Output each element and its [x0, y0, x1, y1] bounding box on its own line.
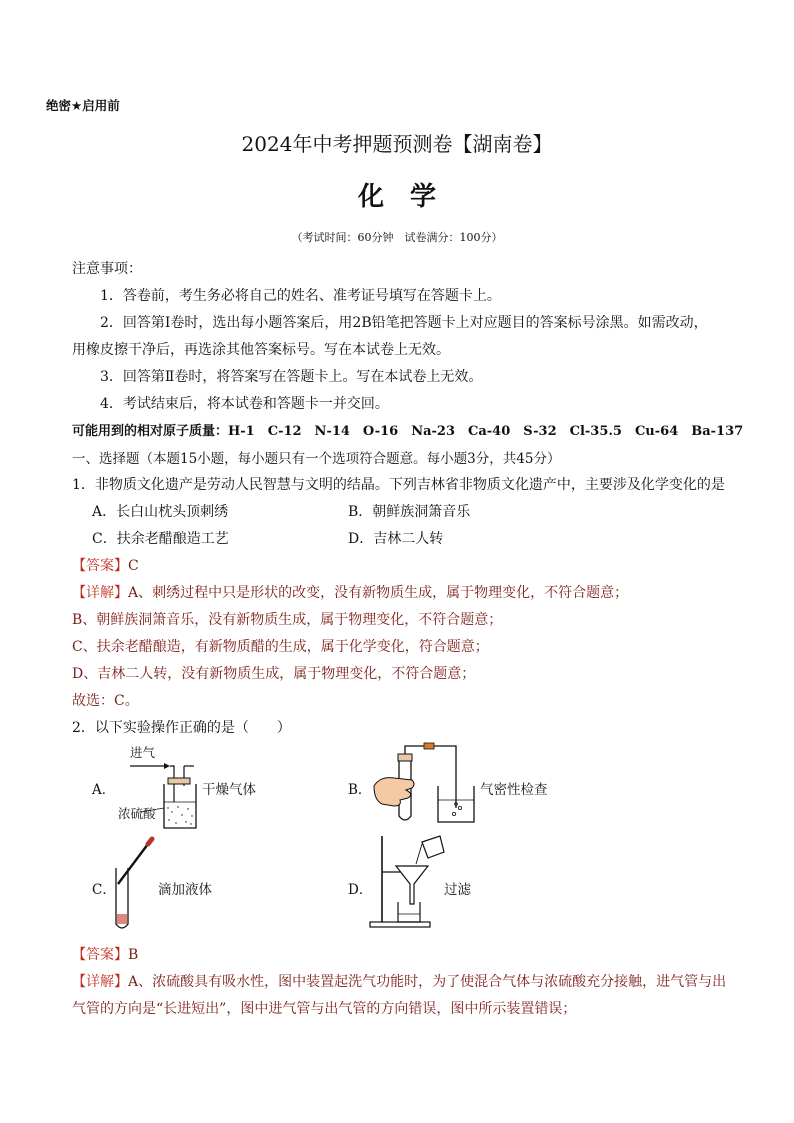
- gas-washing-bottle-figure: [130, 760, 202, 830]
- q2-answer: [72, 944, 138, 964]
- answer-tag: 【答案】: [72, 558, 128, 574]
- q1-option-c: C．扶余老醋酿造工艺: [92, 531, 229, 547]
- filtration-figure: [366, 834, 446, 930]
- answer-tag: 【答案】: [72, 947, 128, 963]
- q1-answer: [72, 555, 139, 575]
- q1-detail-line: 故选：C。: [72, 693, 139, 709]
- detail-text: A、刺绣过程中只是形状的改变，没有新物质生成，属于物理变化，不符合题意；: [128, 585, 629, 601]
- note-item: 用橡皮擦干净后，再选涂其他答案标号。写在本试卷上无效。: [72, 342, 450, 358]
- dropping-liquid-figure: [110, 832, 160, 934]
- fig-b-caption: 气密性检查: [480, 782, 548, 798]
- q1-option-b: B．朝鲜族洞箫音乐: [348, 504, 471, 520]
- detail-text: A、浓硫酸具有吸水性，图中装置起洗气功能时，为了使混合气体与浓硫酸充分接触，进气管与出: [128, 974, 727, 990]
- fig-b-letter: B．: [348, 782, 372, 798]
- fig-a-caption: 干燥气体: [202, 782, 256, 798]
- fig-a-gas-in-label: 进气: [130, 745, 156, 760]
- q1-option-d: D．吉林二人转: [348, 531, 444, 547]
- note-item: 1．答卷前，考生务必将自己的姓名、准考证号填写在答题卡上。: [100, 288, 501, 304]
- detail-tag: 【详解】: [72, 585, 128, 601]
- answer-value: B: [128, 947, 139, 963]
- confidential-mark: 绝密★启用前: [46, 98, 120, 113]
- q1-detail-line: C、扶余老醋酿造，有新物质醋的生成，属于化学变化，符合题意；: [72, 639, 489, 655]
- question-2-stem: 2．以下实验操作正确的是（ ）: [72, 720, 291, 736]
- section-heading: 一、选择题（本题15小题，每小题只有一个选项符合题意。每小题3分，共45分）: [72, 451, 561, 467]
- q1-option-a: A．长白山枕头顶刺绣: [92, 504, 229, 520]
- q2-detail: [72, 971, 726, 991]
- exam-info: （考试时间：60分钟 试卷满分：100分）: [291, 231, 503, 244]
- q2-detail-line: 气管的方向是“长进短出”，图中进气管与出气管的方向错误，图中所示装置错误；: [72, 1001, 577, 1017]
- subject-title: 化学: [357, 182, 462, 212]
- fig-d-caption: 过滤: [444, 882, 471, 898]
- airtightness-check-figure: [372, 742, 482, 826]
- fig-a-letter: A．: [92, 782, 116, 798]
- note-item: 4．考试结束后，将本试卷和答题卡一并交回。: [100, 396, 389, 412]
- answer-value: C: [128, 558, 139, 574]
- fig-a-acid-label: 浓硫酸: [118, 806, 156, 821]
- note-item: 2．回答第Ⅰ卷时，选出每小题答案后，用2B铅笔把答题卡上对应题目的答案标号涂黑。如需改动，: [100, 315, 708, 331]
- atomic-masses: 可能用到的相对原子质量：H-1 C-12 N-14 O-16 Na-23 Ca-40 S-32 Cl-35.5 Cu-64 Ba-137: [72, 424, 744, 439]
- note-item: 3．回答第Ⅱ卷时，将答案写在答题卡上。写在本试卷上无效。: [100, 369, 483, 385]
- question-1-stem: 1．非物质文化遗产是劳动人民智慧与文明的结晶。下列吉林省非物质文化遗产中，主要涉及化学变化的是: [72, 477, 725, 493]
- q1-detail-line: B、朝鲜族洞箫音乐，没有新物质生成，属于物理变化，不符合题意；: [72, 612, 503, 628]
- paper-title: 2024年中考押题预测卷【湖南卷】: [241, 132, 553, 156]
- fig-c-caption: 滴加液体: [158, 882, 212, 898]
- fig-d-letter: D．: [348, 882, 373, 898]
- detail-tag: 【详解】: [72, 974, 128, 990]
- q1-detail-line: D、吉林二人转，没有新物质生成，属于物理变化，不符合题意；: [72, 666, 476, 682]
- notes-heading: 注意事项：: [72, 261, 142, 277]
- fig-c-letter: C．: [92, 882, 116, 898]
- q1-detail: [72, 582, 628, 602]
